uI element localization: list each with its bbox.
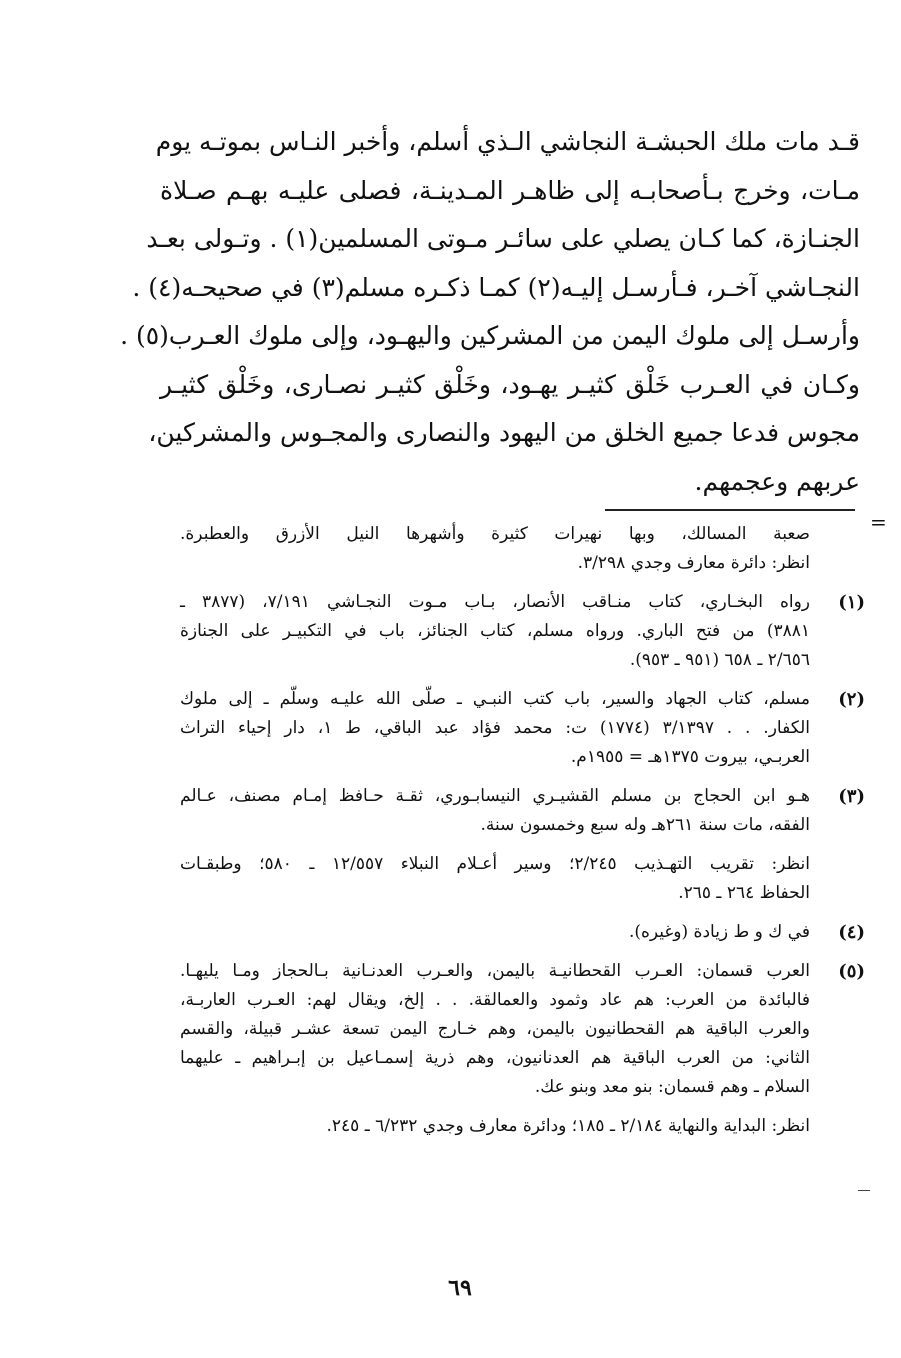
- footnote-line: الكفار. . . ٣/١٣٩٧ (١٧٧٤) ت: محمد فؤاد عبد الباقي، ط ١، دار إحياء التراث: [180, 718, 810, 738]
- footnote-line: صعبة المسالك، وبها نهيرات كثيرة وأشهرها النيل الأزرق والعطبرة.: [180, 524, 810, 544]
- footnote-line: هـو ابن الحجاج بن مسلم القشيـري النيسابـوري، ثقـة حـافظ إمـام مصنف، عـالم: [180, 786, 810, 806]
- footnote-line: العربـي، بيروت ١٣٧٥هـ = ١٩٥٥م.: [570, 747, 810, 767]
- footnote-line: انظر: البداية والنهاية ٢/١٨٤ ـ ١٨٥؛ ودائرة معارف وجدي ٦/٢٣٢ ـ ٢٤٥.: [326, 1116, 810, 1136]
- footnote-line: ٢/٦٥٦ ـ ٦٥٨ (٩٥١ ـ ٩٥٣).: [629, 650, 810, 670]
- footnote-number: (٢): [838, 689, 865, 710]
- footnote-3-reference: [180, 850, 865, 908]
- footnote-number: (١): [838, 592, 865, 613]
- footnote-number: (٥): [838, 961, 865, 982]
- main-text-line: عربهم وعجمهم.: [694, 466, 860, 496]
- footnote-2: [180, 685, 865, 772]
- footnote-5: [180, 957, 865, 1102]
- margin-tick: [858, 1190, 870, 1191]
- main-text-line: وكـان في العـرب خَلْق كثيـر يهـود، وخَلْق كثيـر نصـارى، وخَلْق كثيـر: [160, 369, 860, 399]
- footnote-line: السلام ـ وهم قسمان: بنو معد وبنو عك.: [534, 1077, 810, 1097]
- footnote-line: الثاني: من العرب الباقية هم العدنانيون، وهم ذرية إسمـاعيل بن إبـراهيم ـ عليهما: [180, 1048, 810, 1068]
- footnote-3: [180, 782, 865, 840]
- footnote-line: العرب قسمان: العـرب القحطانيـة باليمن، والعـرب العدنـانية بـالحجاز ومـا يليهـا.: [180, 961, 810, 981]
- footnote-4: [180, 918, 865, 947]
- main-text: [120, 118, 860, 506]
- main-text-line: مجوس فدعا جميع الخلق من اليهود والنصارى والمجـوس والمشركين،: [148, 418, 860, 447]
- footnote-line: مسلم، كتاب الجهاد والسير، باب كتب النبـي ـ صلّى الله عليـه وسلّم ـ إلى ملوك: [180, 689, 810, 709]
- main-text-line: الجنـازة، كما كـان يصلي على سائـر مـوتى المسلمين(١) . وتـولى بعـد: [146, 224, 860, 253]
- footnote-5-reference: [180, 1112, 865, 1141]
- footnote-line: ٣٨٨١) من فتح الباري. ورواه مسلم، كتاب الجنائز، باب في التكبيـر على الجنازة: [180, 621, 810, 641]
- footnote-line: في ك و ط زيادة (وغيره).: [628, 922, 810, 942]
- main-text-line: وأرسـل إلى ملوك اليمن من المشركين واليهـود، وإلى ملوك العـرب(٥) .: [120, 321, 860, 350]
- footnote-line: الحفاظ ٢٦٤ ـ ٢٦٥.: [678, 883, 810, 903]
- footnote-line: فالبائدة من العرب: هم عاد وثمود والعمالقة. . . إلخ، ويقال لهم: العـرب العاربـة،: [180, 990, 810, 1010]
- page-number: ٦٩: [448, 1275, 472, 1301]
- footnote-1: [180, 588, 865, 675]
- footnote-line: الفقه، مات سنة ٢٦١هـ وله سبع وخمسون سنة.: [480, 815, 810, 835]
- footnote-separator: [605, 509, 855, 511]
- footnote-line: انظر: تقريب التهـذيب ٢/٢٤٥؛ وسير أعـلام النبلاء ١٢/٥٥٧ ـ ٥٨٠؛ وطبقـات: [180, 854, 810, 874]
- main-text-line: النجـاشي آخـر، فـأرسـل إليـه(٢) كمـا ذكـره مسلم(٣) في صحيحـه(٤) .: [132, 272, 860, 302]
- footnote-line: انظر: دائرة معارف وجدي ٣/٢٩٨.: [577, 553, 810, 573]
- continuation-mark: =: [870, 510, 887, 534]
- footnote-line: والعرب الباقية هم القحطانيون باليمن، وهم خـارج اليمن تسعة عشـر قبيلة، والقسم: [180, 1019, 810, 1039]
- footnote-number: (٤): [838, 922, 865, 943]
- main-text-line: قـد مات ملك الحبشـة النجاشي الـذي أسلم، وأخبر النـاس بموتـه يوم: [155, 127, 860, 156]
- footnotes: [180, 520, 865, 1151]
- footnote-line: رواه البخـاري، كتاب منـاقب الأنصار، بـاب مـوت النجـاشي ٧/١٩١، (٣٨٧٧ ـ: [180, 592, 810, 612]
- footnote-continued: [180, 520, 865, 578]
- footnote-number: (٣): [838, 786, 865, 807]
- main-text-line: مـات، وخرج بـأصحابـه إلى ظاهـر المـدينـة، فصلى عليـه بهـم صـلاة: [160, 175, 860, 205]
